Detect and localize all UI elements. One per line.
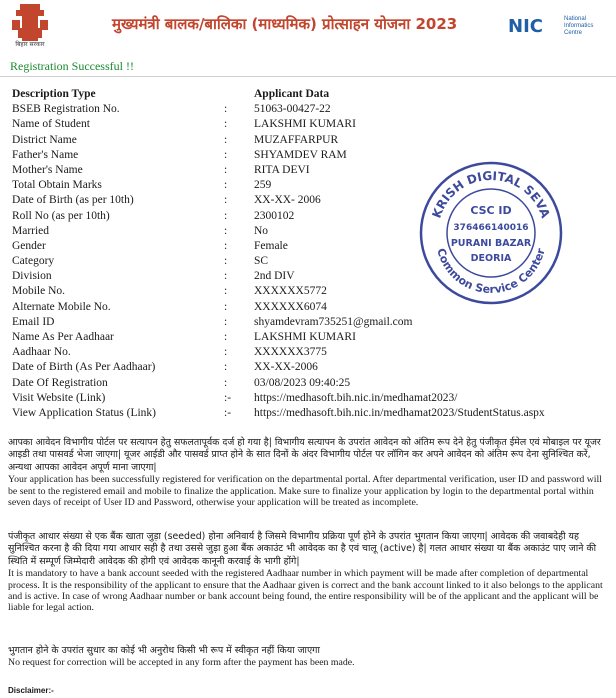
- divider: [0, 76, 616, 77]
- row-separator: :: [224, 179, 228, 192]
- table-row: [12, 133, 612, 148]
- row-value: LAKSHMI KUMARI: [254, 331, 356, 343]
- note-hindi: भुगतान होने के उपरांत सुधार का कोई भी अनुरोध किसी भी रूप में स्वीकृत नहीं किया जाएगा: [8, 645, 320, 656]
- row-value: 2nd DIV: [254, 270, 295, 283]
- row-separator: :: [224, 331, 228, 343]
- note-hindi: पंजीकृत आधार संख्या से एक बैंक खाता जुड़ा (seeded) होना अनिवार्य है जिसमे विभागीय प्रक्रिया पूर्ण होने के उपरांत भुगतान किया जाएगा| आवेदक की जवाबदेही यह सुनिश्चित करना है की दिया गया आधार सही है तथा उससे जुड़ा हुआ बैंक अकाउंट भी आवेदक का है एवं चालू (active) है| गलत आधार संख्या या बैंक अकाउंट पाए जाने की स्थिति में सम्पूर्ण जिम्मेदारी आवेदक की होगी एवं आवेदक कानूनी करवाई के भागी होंगे|: [8, 531, 597, 567]
- row-label: Date Of Registration: [12, 376, 108, 389]
- row-separator: :: [224, 163, 228, 176]
- row-value: MUZAFFARPUR: [254, 133, 339, 146]
- emblem-caption: बिहार सरकार: [15, 41, 45, 48]
- note-english: It is mandatory to have a bank account seeded with the registered Aadhaar number in which payment will be made after completion of departmental process. It is the responsibility of the applicant to ensure that the Aadhaar given is correct and the bank account linked to it also belongs to the applicant and is active. In case of wrong Aadhaar number or bank account being found, the entire responsibility will be of the applicant and the applicant will be liable for legal action.: [8, 568, 603, 614]
- row-label: Aadhaar No.: [12, 346, 71, 359]
- row-value: XXXXXX5772: [254, 285, 327, 298]
- row-label: Category: [12, 255, 55, 268]
- row-separator: :: [224, 148, 228, 161]
- table-row: [12, 315, 612, 330]
- nic-sub-line: Centre: [564, 30, 583, 36]
- row-label: Roll No (as per 10th): [12, 209, 110, 222]
- row-separator: :: [224, 255, 228, 268]
- note-paragraph-3: [8, 645, 612, 669]
- row-value: SHYAMDEV RAM: [254, 148, 347, 161]
- row-separator: :: [224, 285, 228, 298]
- registration-status: Registration Successful !!: [10, 59, 134, 73]
- row-label: Division: [12, 270, 52, 283]
- table-row: [12, 345, 612, 360]
- row-value: https://medhasoft.bih.nic.in/medhamat2023/StudentStatus.aspx: [254, 406, 545, 419]
- csc-seal-stamp: [416, 158, 566, 308]
- table-row: [12, 360, 612, 375]
- row-value: XXXXXX6074: [254, 300, 327, 313]
- nic-sub-line: Informatics: [564, 23, 594, 29]
- row-value: 2300102: [254, 209, 295, 222]
- row-label: Date of Birth (as per 10th): [12, 194, 134, 207]
- note-paragraph-2: [8, 531, 612, 614]
- row-value: XX-XX- 2006: [254, 194, 321, 207]
- row-value: RITA DEVI: [254, 163, 310, 176]
- row-separator: :: [224, 224, 228, 237]
- row-label: BSEB Registration No.: [12, 103, 120, 116]
- table-row: [12, 117, 612, 132]
- row-value: 51063-00427-22: [254, 103, 331, 116]
- row-label: Alternate Mobile No.: [12, 300, 111, 313]
- stamp-top-text: KRISH DIGITAL SEVA: [429, 168, 553, 220]
- row-separator: :: [224, 361, 228, 374]
- table-row: [12, 330, 612, 345]
- row-separator: :: [224, 209, 228, 222]
- row-label: Name of Student: [12, 118, 90, 131]
- row-value: shyamdevram735251@gmail.com: [254, 315, 413, 328]
- nic-logo-subtitle: [564, 16, 593, 37]
- column-header-description: Description Type: [12, 88, 96, 100]
- stamp-line: DEORIA: [470, 253, 512, 264]
- stamp-line: PURANI BAZAR: [450, 238, 532, 249]
- table-row: [12, 376, 612, 391]
- row-value: https://medhasoft.bih.nic.in/medhamat2023/: [254, 391, 458, 404]
- row-separator: :: [224, 194, 228, 207]
- row-separator: :: [224, 315, 228, 328]
- row-label: Visit Website (Link): [12, 391, 106, 404]
- row-separator: :: [224, 239, 228, 252]
- stamp-line: CSC ID: [470, 204, 512, 217]
- row-separator: :: [224, 346, 228, 359]
- column-header-applicant-data: Applicant Data: [254, 88, 330, 100]
- note-hindi: आपका आवेदन विभागीय पोर्टल पर सत्यापन हेतु सफलतापूर्वक दर्ज हो गया है| विभागीय सत्यापन के उपरांत आवेदन को अंतिम रूप देने हेतु पंजीकृत ईमेल एवं मोबाइल पर यूजर आइडी तथा पासवर्ड भेजा जाएगा| यूजर आईडी और पासवर्ड प्राप्त होने के सात दिनों के अंदर विभागीय पोर्टल पर लॉगिन कर अपने आवेदन को अंतिम रूप देना सुनिश्चित करें, अन्यथा आपका आवेदन अपूर्ण माना जाएगा|: [8, 437, 601, 473]
- note-paragraph-1: [8, 437, 612, 508]
- row-separator: :-: [224, 406, 232, 419]
- table-row: [12, 102, 612, 117]
- row-value: LAKSHMI KUMARI: [254, 118, 356, 131]
- nic-sub-line: National: [564, 16, 587, 22]
- table-header-row: [12, 87, 612, 102]
- row-label: Married: [12, 224, 50, 237]
- note-english: Your application has been successfully registered for verification on the departmental portal. After departmental verification, user ID and password will be sent to the registered email and mobile to finalize the application. Make sure to finalize your application by login to the departmental portal within seven days of receipt of User ID and Password, otherwise your application will be treated as incomplete.: [8, 474, 602, 509]
- row-value: No: [254, 224, 269, 237]
- row-label: Date of Birth (As Per Aadhaar): [12, 361, 156, 374]
- row-label: District Name: [12, 133, 77, 146]
- row-label: Name As Per Aadhaar: [12, 331, 114, 343]
- note-english: No request for correction will be accepted in any form after the payment has been made.: [8, 657, 355, 669]
- row-label: Gender: [12, 239, 46, 252]
- row-separator: :: [224, 133, 228, 146]
- row-value: XX-XX-2006: [254, 361, 318, 374]
- page-header: [0, 0, 616, 56]
- row-separator: :: [224, 103, 228, 116]
- row-separator: :-: [224, 391, 232, 404]
- row-separator: :: [224, 270, 228, 283]
- stamp-bottom-text: Common Service Center: [434, 246, 548, 297]
- row-value: 259: [254, 179, 272, 192]
- row-separator: :: [224, 118, 228, 131]
- page-title: मुख्यमंत्री बालक/बालिका (माध्यमिक) प्रोत्साहन योजना 2023: [112, 15, 458, 33]
- table-row: [12, 391, 612, 406]
- nic-logo-text: NIC: [508, 16, 543, 37]
- row-label: Email ID: [12, 315, 55, 328]
- row-value: Female: [254, 239, 288, 252]
- table-row: [12, 406, 612, 421]
- row-label: Father's Name: [12, 148, 79, 161]
- row-value: 03/08/2023 09:40:25: [254, 376, 351, 389]
- row-separator: :: [224, 376, 228, 389]
- row-label: Total Obtain Marks: [12, 179, 102, 192]
- row-value: SC: [254, 255, 269, 268]
- row-value: XXXXXX3775: [254, 346, 327, 359]
- row-label: Mother's Name: [12, 163, 83, 176]
- row-separator: :: [224, 300, 228, 313]
- nic-logo: [508, 14, 608, 42]
- row-label: Mobile No.: [12, 285, 66, 298]
- row-label: View Application Status (Link): [12, 406, 156, 419]
- disclaimer-label: Disclaimer:-: [8, 686, 54, 695]
- stamp-line: 376466140016: [453, 223, 529, 233]
